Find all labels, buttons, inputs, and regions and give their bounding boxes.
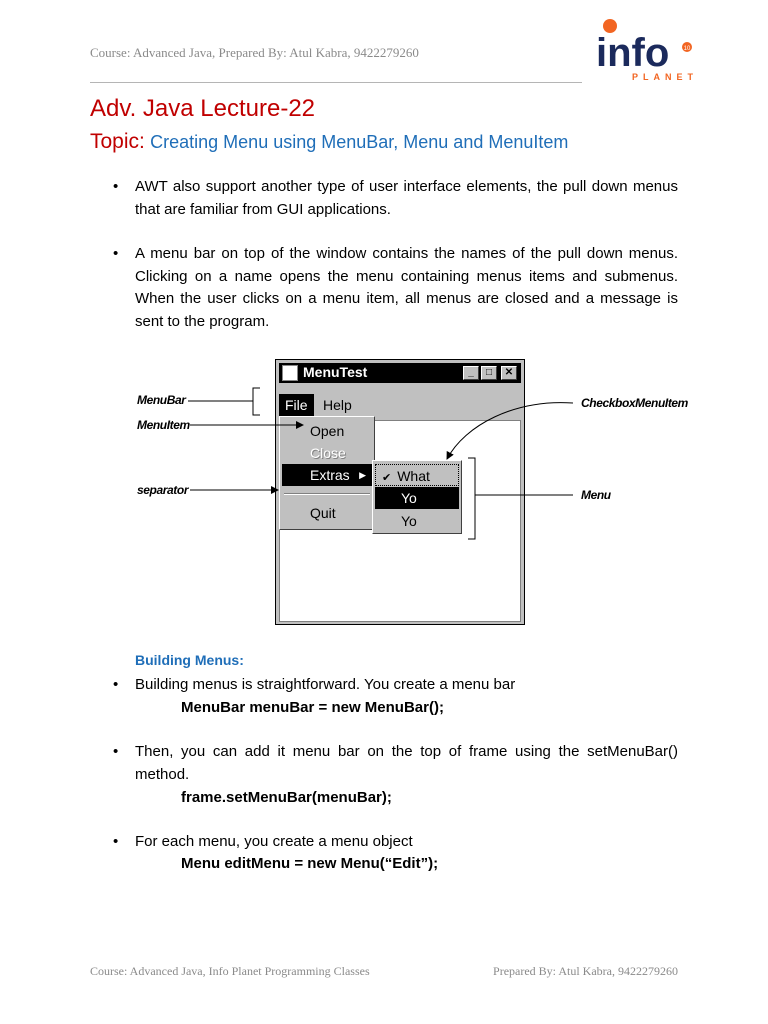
minimize-icon[interactable]: _: [463, 366, 479, 380]
footer-right: Prepared By: Atul Kabra, 9422279260: [493, 964, 678, 978]
menu-item-quit[interactable]: Quit: [310, 505, 336, 521]
window-title: MenuTest: [303, 364, 368, 380]
maximize-icon[interactable]: □: [481, 366, 497, 380]
check-icon: ✔: [382, 472, 392, 484]
topic-line: [90, 130, 568, 154]
bullet-awt: • AWT also support another type of user interface elements, the pull down menus that are familiar from GUI applications.: [135, 176, 678, 221]
submenu-arrow-icon: ▶: [359, 470, 366, 480]
menu-help[interactable]: Help: [323, 397, 352, 413]
label-menubar: MenuBar: [137, 393, 186, 407]
label-menuitem: MenuItem: [137, 418, 190, 432]
menu-item-close: Close: [310, 445, 346, 461]
footer-left: Course: Advanced Java, Info Planet Programming Classes: [90, 964, 370, 978]
page-header-text: Course: Advanced Java, Prepared By: Atul Kabra, 9422279260: [90, 45, 419, 60]
info-planet-logo: [592, 14, 712, 86]
lecture-title: Adv. Java Lecture-22: [90, 95, 316, 122]
topic-label: Topic:: [90, 130, 145, 153]
section-heading-building-menus: Building Menus:: [135, 652, 244, 668]
logo-sub-text: PLANET: [632, 72, 698, 82]
code-editmenu: Menu editMenu = new Menu(“Edit”);: [181, 855, 439, 872]
logo-main-text: info: [596, 31, 670, 75]
menu-file[interactable]: File: [279, 394, 314, 416]
topic-text: Creating Menu using MenuBar, Menu and MenuItem: [150, 132, 569, 152]
code-menubar: MenuBar menuBar = new MenuBar();: [181, 699, 444, 716]
submenu-item-yo-2[interactable]: Yo: [401, 513, 417, 529]
close-icon[interactable]: ✕: [501, 366, 517, 380]
submenu-item-what-label: What: [397, 468, 430, 484]
menu-example-figure: [135, 355, 695, 630]
label-separator: separator: [137, 483, 189, 497]
label-checkboxmenuitem: CheckboxMenuItem: [581, 396, 688, 410]
menu-item-extras-label: Extras: [310, 467, 350, 483]
bullet-menubar: • A menu bar on top of the window contains the names of the pull down menus. Clicking on a name opens the menu containing menus items and submenus. When the user clicks on a menu item, all menus are closed and a message is sent to the program.: [135, 243, 678, 333]
logo-badge: 10: [683, 46, 691, 52]
label-menu: Menu: [581, 488, 611, 502]
bullet-setmenubar: • Then, you can add it menu bar on the top of frame using the setMenuBar() method.: [135, 741, 678, 786]
bullet-create-menubar: • Building menus is straightforward. You create a menu bar: [135, 674, 678, 697]
header-divider: [90, 82, 582, 83]
code-setmenubar: frame.setMenuBar(menuBar);: [181, 789, 392, 806]
submenu-item-yo-1[interactable]: Yo: [375, 487, 459, 509]
bullet-menu-object: • For each menu, you create a menu object: [135, 831, 678, 854]
menu-item-open[interactable]: Open: [310, 423, 345, 439]
